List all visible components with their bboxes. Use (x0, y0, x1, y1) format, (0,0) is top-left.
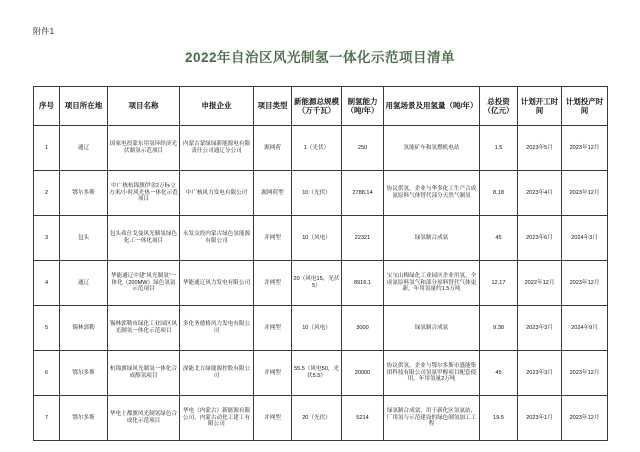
cell-scene: 绿氢制合成氨 (384, 306, 480, 351)
column-header-type: 项目类型 (254, 87, 292, 126)
column-header-company: 申报企业 (180, 87, 254, 126)
cell-company: 华电（内蒙古）新能源有限公司、内蒙古动化工建工有限公司 (180, 396, 254, 441)
column-header-name: 项目名称 (108, 87, 180, 126)
column-header-finish: 计划投产时间 (562, 87, 608, 126)
cell-location: 通辽 (60, 261, 108, 306)
column-header-capacity: 制氢能力（吨/年） (342, 87, 384, 126)
cell-invest: 12.17 (480, 261, 518, 306)
cell-scale: 10（风电） (292, 216, 342, 261)
cell-finish: 2023年12月 (562, 171, 608, 216)
cell-scene: 绿氢制合成氨，用于新化区氢氨站，厂用氢与示范建设的绿色制氢加工工程 (384, 396, 480, 441)
cell-type: 并网型 (254, 306, 292, 351)
cell-company: 华能通辽风力发电有限公司 (180, 261, 254, 306)
cell-scale: 10（光伏） (292, 171, 342, 216)
cell-company: 内蒙古蒙绿绿新能源电有限责任公司通辽分公司 (180, 126, 254, 171)
cell-finish: 2023年12月 (562, 351, 608, 396)
table-header (34, 87, 608, 126)
cell-location: 锡林郭勒 (60, 306, 108, 351)
page-title: 2022年自治区风光制氢一体化示范项目清单 (184, 50, 456, 65)
cell-finish: 2024年9月 (562, 306, 608, 351)
cell-no: 4 (34, 261, 60, 306)
cell-company: 永发交投内蒙古绿色氢能源有限公司 (180, 216, 254, 261)
cell-no: 6 (34, 351, 60, 396)
cell-no: 3 (34, 216, 60, 261)
cell-type: 源网荷型 (254, 171, 292, 216)
cell-company: 多化务德格风力发电有限公司 (180, 306, 254, 351)
cell-capacity: 3000 (342, 306, 384, 351)
cell-name: 杭锦旗绿风光制氢一体化合成醇氢项目 (108, 351, 180, 396)
attachment-label: 附件1 (33, 27, 55, 36)
cell-start: 2023年6月 (518, 216, 562, 261)
cell-scale: 20（风电15，光伏5） (292, 261, 342, 306)
cell-invest: 19.5 (480, 396, 518, 441)
cell-scale: 1（光伏） (292, 126, 342, 171)
cell-capacity: 20000 (342, 351, 384, 396)
cell-type: 源网荷 (254, 126, 292, 171)
table-body (34, 126, 608, 441)
cell-start: 2023年5月 (518, 126, 562, 171)
cell-name: 华电上都旗风光制氢绿色合成化示范项目 (108, 396, 180, 441)
cell-no: 7 (34, 396, 60, 441)
column-header-scale: 新能源总规模（万千瓦） (292, 87, 342, 126)
project-list-table-wrapper (33, 86, 607, 441)
cell-type: 并网型 (254, 216, 292, 261)
cell-location: 通辽 (60, 126, 108, 171)
cell-scale: 20（光伏） (292, 396, 342, 441)
cell-start: 2023年4月 (518, 171, 562, 216)
table-row (34, 396, 608, 441)
column-header-invest: 总投资（亿元） (480, 87, 518, 126)
cell-location: 包头 (60, 216, 108, 261)
cell-scene: 宝宝山梅绿化工业园区企业用氢，全成氨原料氢气和部分原料替代气体更新，年用氢量约1.5万吨 (384, 261, 480, 306)
table-row (34, 306, 608, 351)
cell-company: 深能北方绿能源控股有限公司 (180, 351, 254, 396)
cell-scene: 氢能矿车和氢燃机电站 (384, 126, 480, 171)
cell-invest: 45 (480, 351, 518, 396)
table-row (34, 261, 608, 306)
table-row (34, 351, 608, 396)
cell-name: 国家电投蒙东用氢环经济光伏制氢示范项目 (108, 126, 180, 171)
cell-name: 锡林郭勒市绿化工业园区风光制氢一体化示范项目 (108, 306, 180, 351)
column-header-scene: 用氢场景及用氢量（吨/年） (384, 87, 480, 126)
cell-no: 5 (34, 306, 60, 351)
cell-invest: 9.38 (480, 306, 518, 351)
cell-finish: 2023年12月 (562, 261, 608, 306)
cell-finish: 2024年3月 (562, 216, 608, 261)
cell-location: 鄂尔多斯 (60, 396, 108, 441)
table-row (34, 126, 608, 171)
cell-type: 并网型 (254, 351, 292, 396)
cell-finish: 2023年12月 (562, 396, 608, 441)
table-header-row (34, 87, 608, 126)
cell-start: 2023年3月 (518, 306, 562, 351)
cell-no: 2 (34, 171, 60, 216)
column-header-no: 序号 (34, 87, 60, 126)
cell-location: 鄂尔多斯 (60, 171, 108, 216)
cell-finish: 2023年12月 (562, 126, 608, 171)
cell-no: 1 (34, 126, 60, 171)
cell-scene: 绿氢制合成氨 (384, 216, 480, 261)
cell-start: 2022年12月 (518, 261, 562, 306)
table-row (34, 171, 608, 216)
cell-capacity: 22321 (342, 216, 384, 261)
cell-capacity: 8916.1 (342, 261, 384, 306)
cell-scale: 10（风电） (292, 306, 342, 351)
cell-invest: 1.5 (480, 126, 518, 171)
cell-capacity: 2788.14 (342, 171, 384, 216)
cell-scene: 协议供氢，企业与鄂尔多斯市盛能集团科技有限公司氢氨甲醇项目配套使用，年用氢量2万吨 (384, 351, 480, 396)
cell-type: 并网型 (254, 396, 292, 441)
column-header-start: 计划开工时间 (518, 87, 562, 126)
cell-invest: 8.18 (480, 171, 518, 216)
cell-location: 鄂尔多斯 (60, 351, 108, 396)
cell-capacity: 5214 (342, 396, 384, 441)
cell-name: 包头希仕戈曼风光制氢绿色化工一体化项目 (108, 216, 180, 261)
cell-start: 2023年1月 (518, 396, 562, 441)
cell-scale: 55.5（风电50，光伏5.5） (292, 351, 342, 396)
cell-company: 中广核风力发电有限公司 (180, 171, 254, 216)
table-row (34, 216, 608, 261)
cell-name: 中广核杭锦旗伊金2万标立方米/小时风光热一体化示范项目 (108, 171, 180, 216)
cell-scene: 协议供氢，企业与华多化工生产合成氨原料气体替代部分天然气制氢 (384, 171, 480, 216)
cell-capacity: 250 (342, 126, 384, 171)
project-list-table (33, 86, 608, 441)
cell-invest: 45 (480, 216, 518, 261)
cell-name: 华能通辽中建“风光制氢”一体化（200MW）绿色氢氨示范项目 (108, 261, 180, 306)
cell-type: 并网型 (254, 261, 292, 306)
column-header-location: 项目所在地 (60, 87, 108, 126)
cell-start: 2023年3月 (518, 351, 562, 396)
